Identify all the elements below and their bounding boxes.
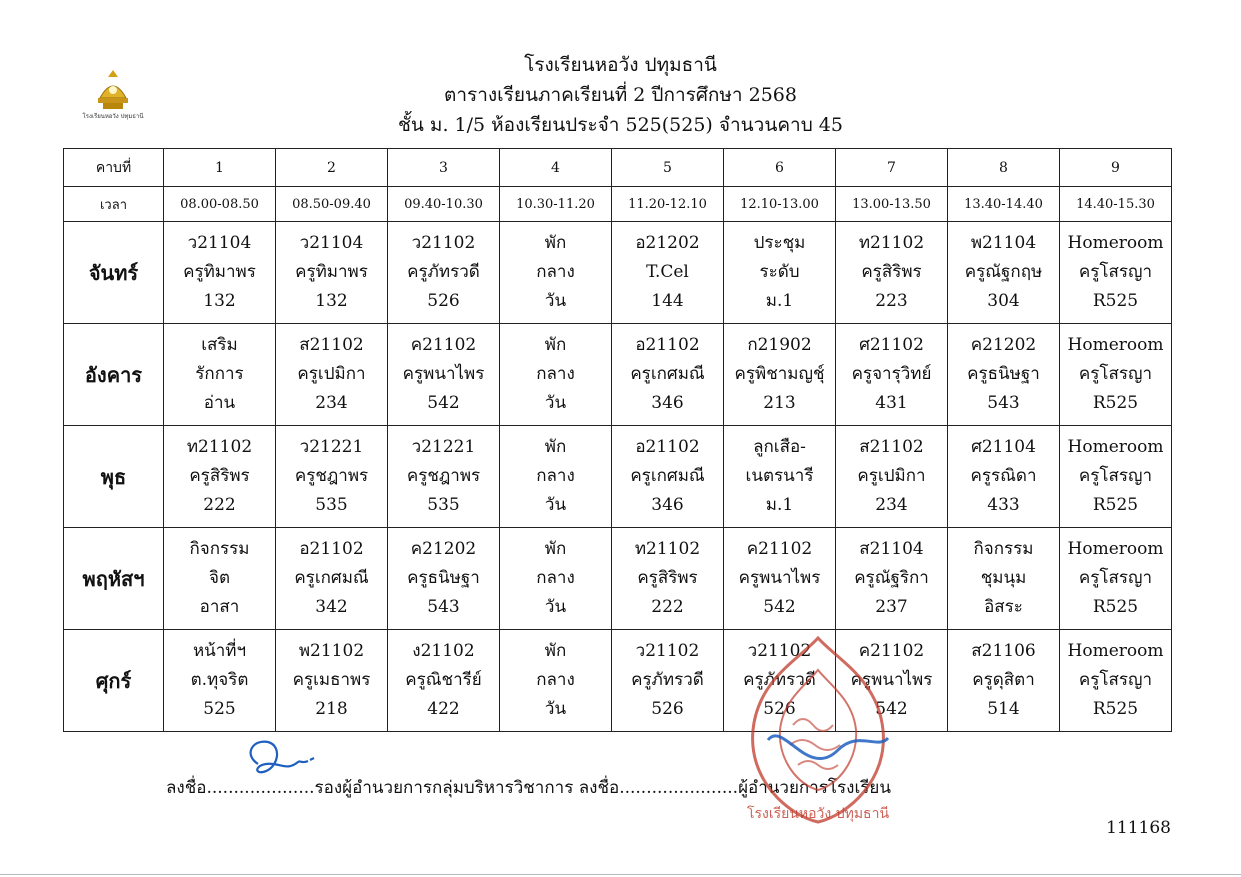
cell-line: 433 [987, 495, 1020, 515]
cell-line: ง21102 [412, 641, 475, 661]
class-cell [1060, 222, 1172, 324]
cell-line: 542 [875, 699, 908, 719]
cell-line: ค21102 [746, 539, 813, 559]
period-number: 7 [836, 149, 948, 187]
cell-line: ครูสิริพร [637, 568, 698, 588]
period-number: 8 [948, 149, 1060, 187]
class-cell [836, 528, 948, 630]
class-cell [500, 426, 612, 528]
cell-line: ว21221 [411, 437, 476, 457]
cell-line: 526 [763, 699, 796, 719]
time-slot: 08.00-08.50 [164, 187, 276, 222]
cell-line: 132 [203, 291, 236, 311]
cell-line: ค21202 [970, 335, 1037, 355]
class-cell [612, 630, 724, 732]
cell-line: พ21102 [298, 641, 365, 661]
period-number: 4 [500, 149, 612, 187]
cell-line: กิจกรรม [973, 539, 1034, 559]
time-slot: 11.20-12.10 [612, 187, 724, 222]
cell-line: ครูณัฐกฤษ [964, 262, 1043, 282]
cell-line: 222 [203, 495, 236, 515]
time-row [64, 187, 1172, 222]
cell-line: จิต [208, 568, 230, 588]
cell-line: R525 [1092, 597, 1139, 617]
cell-line: ครูพนาไพร [850, 670, 933, 690]
class-cell [948, 426, 1060, 528]
period-label: คาบที่ [64, 149, 164, 187]
cell-line: 213 [763, 393, 796, 413]
cell-line: 431 [875, 393, 908, 413]
class-cell [164, 630, 276, 732]
cell-line: ท21102 [634, 539, 701, 559]
time-slot: 13.00-13.50 [836, 187, 948, 222]
cell-line: พัก [544, 335, 567, 355]
cell-line: ครูทิมาพร [183, 262, 256, 282]
cell-line: ครูทิมาพร [295, 262, 368, 282]
document-code: 111168 [1106, 818, 1171, 838]
day-name: พุธ [64, 426, 164, 528]
time-slot: 13.40-14.40 [948, 187, 1060, 222]
cell-line: Homeroom [1067, 539, 1164, 559]
cell-line: ต.ทุจริต [190, 670, 249, 690]
cell-line: ศ21104 [971, 437, 1036, 457]
cell-line: กิจกรรม [189, 539, 250, 559]
logo-caption: โรงเรียนหอวัง ปทุมธานี [82, 113, 144, 120]
cell-line: Homeroom [1067, 641, 1164, 661]
cell-line: ครูชฎาพร [294, 466, 369, 486]
cell-line: Homeroom [1067, 335, 1164, 355]
cell-line: ค21102 [410, 335, 477, 355]
class-cell [164, 426, 276, 528]
class-cell [724, 426, 836, 528]
school-seal [728, 630, 908, 830]
class-cell [1060, 528, 1172, 630]
cell-line: ครูโสรญา [1078, 262, 1153, 282]
cell-line: Homeroom [1067, 233, 1164, 253]
cell-line: ครูรณิดา [970, 466, 1037, 486]
class-cell [1060, 630, 1172, 732]
cell-line: 542 [763, 597, 796, 617]
time-slot: 12.10-13.00 [724, 187, 836, 222]
cell-line: 132 [315, 291, 348, 311]
time-label: เวลา [64, 187, 164, 222]
cell-line: วัน [544, 699, 567, 719]
class-cell [724, 222, 836, 324]
term-title: ตารางเรียนภาคเรียนที่ 2 ปีการศึกษา 2568 [444, 84, 797, 106]
cell-line: 218 [315, 699, 348, 719]
cell-line: ว21221 [299, 437, 364, 457]
day-row [64, 528, 1172, 630]
cell-line: อ21202 [635, 233, 700, 253]
cell-line: ม.1 [765, 495, 794, 515]
cell-line: ชุมนุม [980, 568, 1027, 588]
period-header-row [64, 149, 1172, 187]
cell-line: รักการ [195, 364, 244, 384]
cell-line: 542 [427, 393, 460, 413]
time-slot: 09.40-10.30 [388, 187, 500, 222]
cell-line: ครูเกศมณี [630, 466, 705, 486]
timetable [63, 148, 1172, 732]
cell-line: ท21102 [186, 437, 253, 457]
class-cell [836, 324, 948, 426]
cell-line: 222 [651, 597, 684, 617]
class-cell [276, 528, 388, 630]
class-cell [276, 426, 388, 528]
cell-line: 526 [427, 291, 460, 311]
cell-line: 525 [203, 699, 236, 719]
cell-line: ครูธนิษฐา [407, 568, 480, 588]
cell-line: ครูเปมิกา [297, 364, 366, 384]
cell-line: R525 [1092, 291, 1139, 311]
cell-line: ครูเกศมณี [294, 568, 369, 588]
cell-line: ครูดุสิตา [972, 670, 1035, 690]
day-name: อังคาร [64, 324, 164, 426]
cell-line: 526 [651, 699, 684, 719]
day-name: พฤหัสฯ [64, 528, 164, 630]
school-logo [78, 68, 148, 120]
cell-line: ครูโสรญา [1078, 466, 1153, 486]
class-cell [948, 630, 1060, 732]
cell-line: กลาง [536, 262, 575, 282]
cell-line: อิสระ [984, 597, 1023, 617]
cell-line: 342 [315, 597, 348, 617]
cell-line: ครูเมธาพร [292, 670, 371, 690]
cell-line: ครูสิริพร [189, 466, 250, 486]
class-cell [724, 324, 836, 426]
cell-line: พัก [544, 539, 567, 559]
time-slot: 10.30-11.20 [500, 187, 612, 222]
signature-line: ลงชื่อ....................รองผู้อำนวยการกลุ่มบริหารวิชาการ ลงชื่อ......................ผู้อำนวยการโรงเรียน [166, 778, 891, 798]
cell-line: วัน [544, 393, 567, 413]
cell-line: อ่าน [203, 393, 236, 413]
class-cell [500, 528, 612, 630]
cell-line: 304 [987, 291, 1020, 311]
vice-director-signature [238, 734, 328, 784]
cell-line: 535 [427, 495, 460, 515]
class-cell [948, 324, 1060, 426]
class-cell [164, 324, 276, 426]
day-row [64, 426, 1172, 528]
cell-line: ครูพนาไพร [402, 364, 485, 384]
period-number: 3 [388, 149, 500, 187]
cell-line: 234 [315, 393, 348, 413]
cell-line: 223 [875, 291, 908, 311]
cell-line: ส21102 [859, 437, 924, 457]
period-number: 9 [1060, 149, 1172, 187]
cell-line: ครูโสรญา [1078, 568, 1153, 588]
cell-line: 422 [427, 699, 460, 719]
cell-line: ครูภัทรวดี [743, 670, 816, 690]
cell-line: ครูณัฐริกา [854, 568, 929, 588]
class-cell [1060, 426, 1172, 528]
cell-line: 237 [875, 597, 908, 617]
class-cell [164, 528, 276, 630]
day-row [64, 222, 1172, 324]
period-number: 6 [724, 149, 836, 187]
cell-line: 543 [427, 597, 460, 617]
cell-line: กลาง [536, 670, 575, 690]
class-cell [612, 426, 724, 528]
cell-line: ครูธนิษฐา [967, 364, 1040, 384]
cell-line: เนตรนารี [745, 466, 814, 486]
class-cell [500, 324, 612, 426]
cell-line: วัน [544, 495, 567, 515]
class-cell [164, 222, 276, 324]
cell-line: R525 [1092, 699, 1139, 719]
cell-line: ประชุม [753, 233, 806, 253]
cell-line: ว21102 [747, 641, 812, 661]
class-cell [388, 222, 500, 324]
cell-line: ส21104 [859, 539, 924, 559]
class-cell [388, 630, 500, 732]
cell-line: ท21102 [858, 233, 925, 253]
cell-line: 144 [651, 291, 684, 311]
day-name: ศุกร์ [64, 630, 164, 732]
class-info: ชั้น ม. 1/5 ห้องเรียนประจำ 525(525) จำนวนคาบ 45 [398, 114, 843, 136]
cell-line: ครูโสรญา [1078, 364, 1153, 384]
cell-line: ค21102 [858, 641, 925, 661]
cell-line: กลาง [536, 466, 575, 486]
document-header [0, 50, 1241, 140]
cell-line: ว21102 [411, 233, 476, 253]
period-number: 2 [276, 149, 388, 187]
cell-line: ครูภัทรวดี [407, 262, 480, 282]
time-slot: 08.50-09.40 [276, 187, 388, 222]
cell-line: กลาง [536, 568, 575, 588]
cell-line: วัน [544, 597, 567, 617]
cell-line: อ21102 [635, 335, 700, 355]
cell-line: กลาง [536, 364, 575, 384]
day-name: จันทร์ [64, 222, 164, 324]
cell-line: ครูเกศมณี [630, 364, 705, 384]
cell-line: ม.1 [765, 291, 794, 311]
cell-line: วัน [544, 291, 567, 311]
cell-line: หน้าที่ฯ [192, 641, 247, 661]
class-cell [388, 426, 500, 528]
cell-line: ค21202 [410, 539, 477, 559]
cell-line: R525 [1092, 393, 1139, 413]
cell-line: พัก [544, 641, 567, 661]
cell-line: พ21104 [970, 233, 1037, 253]
cell-line: ว21104 [299, 233, 364, 253]
cell-line: ครูภัทรวดี [631, 670, 704, 690]
cell-line: อ21102 [635, 437, 700, 457]
cell-line: 234 [875, 495, 908, 515]
cell-line: อาสา [199, 597, 240, 617]
cell-line: ก21902 [747, 335, 812, 355]
school-name: โรงเรียนหอวัง ปทุมธานี [524, 54, 717, 76]
cell-line: ครูพิชามญชุ์ [734, 364, 825, 384]
class-cell [948, 222, 1060, 324]
cell-line: ระดับ [759, 262, 800, 282]
page-bottom-rule [0, 874, 1241, 875]
day-row [64, 630, 1172, 732]
cell-line: ศ21102 [859, 335, 924, 355]
cell-line: ครูสิริพร [861, 262, 922, 282]
cell-line: T.Cel [646, 262, 689, 282]
cell-line: ลูกเสือ- [753, 437, 806, 457]
class-cell [276, 630, 388, 732]
class-cell [948, 528, 1060, 630]
cell-line: ว21102 [635, 641, 700, 661]
class-cell [836, 426, 948, 528]
time-slot: 14.40-15.30 [1060, 187, 1172, 222]
cell-line: R525 [1092, 495, 1139, 515]
cell-line: 346 [651, 495, 684, 515]
cell-line: อ21102 [299, 539, 364, 559]
class-cell [1060, 324, 1172, 426]
class-cell [276, 222, 388, 324]
class-cell [836, 222, 948, 324]
class-cell [388, 324, 500, 426]
cell-line: 346 [651, 393, 684, 413]
cell-line: ครูจารุวิทย์ [851, 364, 932, 384]
seal-text: โรงเรียนหอวัง ปทุมธานี [746, 806, 890, 822]
class-cell [500, 222, 612, 324]
period-number: 1 [164, 149, 276, 187]
class-cell [612, 528, 724, 630]
cell-line: ครูณิชารีย์ [405, 670, 482, 690]
day-row [64, 324, 1172, 426]
cell-line: ครูพนาไพร [738, 568, 821, 588]
class-cell [724, 528, 836, 630]
cell-line: ส21102 [299, 335, 364, 355]
cell-line: ว21104 [187, 233, 252, 253]
cell-line: ครูเปมิกา [857, 466, 926, 486]
cell-line: 543 [987, 393, 1020, 413]
cell-line: ครูโสรญา [1078, 670, 1153, 690]
class-cell [276, 324, 388, 426]
cell-line: พัก [544, 233, 567, 253]
cell-line: Homeroom [1067, 437, 1164, 457]
class-cell [612, 222, 724, 324]
class-cell [500, 630, 612, 732]
class-cell [612, 324, 724, 426]
cell-line: ส21106 [971, 641, 1036, 661]
cell-line: 514 [987, 699, 1020, 719]
cell-line: เสริม [201, 335, 238, 355]
period-number: 5 [612, 149, 724, 187]
cell-line: พัก [544, 437, 567, 457]
class-cell [388, 528, 500, 630]
cell-line: ครูชฎาพร [406, 466, 481, 486]
cell-line: 535 [315, 495, 348, 515]
